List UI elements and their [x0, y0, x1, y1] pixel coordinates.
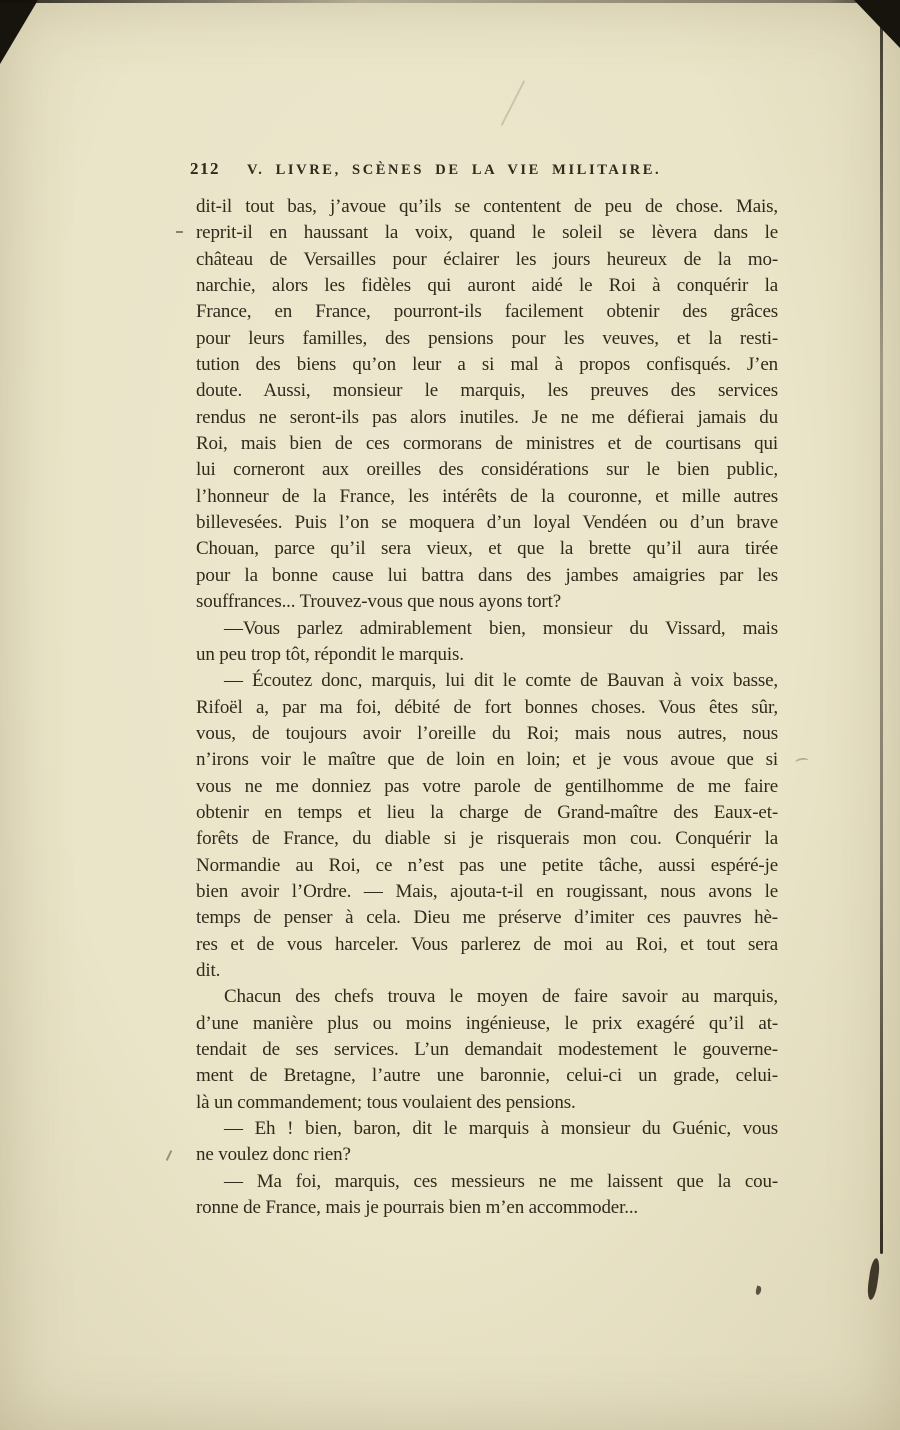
paragraph	[196, 984, 778, 1116]
text-line: Roi, mais bien de ces cormorans de ministres et de courtisans qui	[196, 433, 778, 455]
paragraph	[196, 1169, 778, 1222]
text-line: ne voulez donc rien?	[196, 1144, 351, 1166]
scan-artifact-squiggle	[795, 757, 810, 767]
text-line: lui corneront aux oreilles des considérations sur le bien public,	[196, 459, 778, 481]
text-line: n’irons voir le maître que de loin en loin; et je vous avoue que si	[196, 749, 778, 771]
text-line: France, en France, pourront-ils facilement obtenir des grâces	[196, 301, 778, 323]
paragraph	[196, 668, 778, 984]
scan-artifact-top-edge	[0, 0, 900, 3]
text-line: château de Versailles pour éclairer les jours heureux de la mo-	[196, 248, 778, 270]
text-line: obtenir en temps et lieu la charge de Grand-maître des Eaux-et-	[196, 801, 778, 823]
paragraph	[196, 194, 778, 616]
text-line: forêts de France, du diable si je risquerais mon cou. Conquérir la	[196, 828, 778, 850]
text-line: — Écoutez donc, marquis, lui dit le comte de Bauvan à voix basse,	[224, 670, 778, 692]
text-line: rendus ne seront-ils pas alors inutiles. Je ne me défierai jamais du	[196, 406, 778, 428]
text-line: pour leurs familles, des pensions pour les veuves, et la resti-	[196, 327, 778, 349]
page-header	[190, 159, 786, 179]
text-line: bien avoir l’Ordre. — Mais, ajouta-t-il en rougissant, nous avons le	[196, 880, 778, 902]
scan-artifact-corner-top-right	[854, 0, 900, 48]
text-line: pour la bonne cause lui battra dans des jambes amaigries par les	[196, 564, 778, 586]
text-line: res et de vous harceler. Vous parlerez de moi au Roi, et tout sera	[196, 933, 778, 955]
text-line: — Ma foi, marquis, ces messieurs ne me laissent que la cou-	[224, 1170, 778, 1192]
scan-artifact-corner-top-left	[0, 0, 38, 64]
text-line: d’une manière plus ou moins ingénieuse, le prix exagéré qu’il at-	[196, 1012, 778, 1034]
paragraph	[196, 1116, 778, 1169]
text-line: reprit-il en haussant la voix, quand le soleil se lèvera dans le	[196, 222, 778, 244]
scan-artifact-crease	[501, 80, 525, 125]
text-line: — Eh ! bien, baron, dit le marquis à monsieur du Guénic, vous	[224, 1118, 778, 1140]
text-line: Chacun des chefs trouva le moyen de faire savoir au marquis,	[224, 986, 778, 1008]
running-title: V. LIVRE, SCÈNES DE LA VIE MILITAIRE.	[247, 162, 662, 178]
text-line: temps de penser à cela. Dieu me préserve d’imiter ces pauvres hè-	[196, 907, 778, 929]
scan-artifact-bottom-right-blob	[866, 1258, 881, 1301]
text-line: souffrances... Trouvez-vous que nous ayons tort?	[196, 591, 562, 613]
text-line: dit-il tout bas, j’avoue qu’ils se contentent de peu de chose. Mais,	[196, 196, 778, 217]
text-line: Normandie au Roi, ce n’est pas une petite tâche, aussi espéré-je	[196, 854, 778, 876]
scan-artifact-ink-speck	[755, 1286, 762, 1296]
text-line: vous, de toujours avoir l’oreille du Roi; mais nous autres, nous	[196, 722, 778, 744]
text-line: Chouan, parce qu’il sera vieux, et que la brette qu’il aura tirée	[196, 538, 778, 560]
text-line: —Vous parlez admirablement bien, monsieur du Vissard, mais	[224, 617, 778, 639]
text-line: ment de Bretagne, l’autre une baronnie, celui-ci un grade, celui-	[196, 1065, 778, 1087]
text-block	[196, 194, 778, 1221]
text-line: ronne de France, mais je pourrais bien m’en accommoder...	[196, 1197, 639, 1219]
text-line: billevesées. Puis l’on se moquera d’un loyal Vendéen ou d’un brave	[196, 512, 778, 534]
paragraph	[196, 616, 778, 669]
scan-artifact-right-edge-line	[880, 16, 883, 1254]
scan-artifact-margin-dash	[176, 231, 183, 233]
text-line: dit.	[196, 959, 221, 981]
text-line: tution des biens qu’on leur a si mal à propos confisqués. J’en	[196, 354, 778, 376]
text-line: l’honneur de la France, les intérêts de la couronne, et mille autres	[196, 485, 778, 507]
text-line: tendait de ses services. L’un demandait modestement le gouverne-	[196, 1039, 778, 1060]
text-line: doute. Aussi, monsieur le marquis, les preuves des services	[196, 380, 778, 402]
text-line: narchie, alors les fidèles qui auront aidé le Roi à conquérir la	[196, 275, 778, 297]
scan-artifact-margin-slash	[166, 1150, 172, 1161]
page-number: 212	[190, 159, 220, 178]
text-line: Rifoël a, par ma foi, débité de fort bonnes choses. Vous êtes sûr,	[196, 696, 778, 718]
text-line: là un commandement; tous voulaient des pensions.	[196, 1091, 576, 1113]
text-line: vous ne me donniez pas votre parole de gentilhomme de me faire	[196, 775, 778, 797]
text-line: un peu trop tôt, répondit le marquis.	[196, 643, 464, 665]
